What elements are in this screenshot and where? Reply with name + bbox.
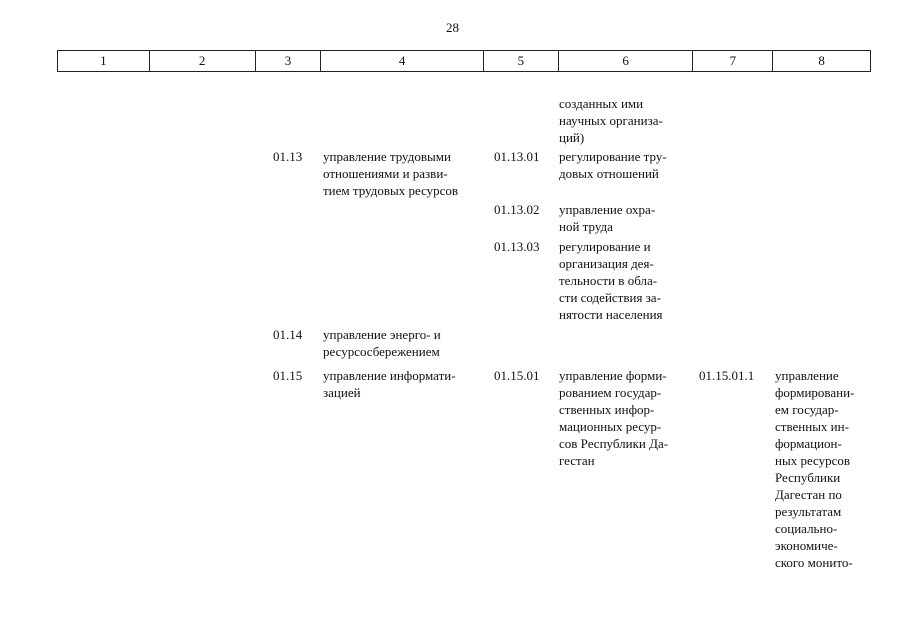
cell-text-line: регулирование и xyxy=(559,239,651,254)
column-header-4: 4 xyxy=(321,51,484,71)
cell-text-line: Республики xyxy=(775,470,841,485)
cell-text-line: гестан xyxy=(559,453,595,468)
cell-text-line: управление энерго- и xyxy=(323,327,441,342)
cell-text-line: управление форми- xyxy=(559,368,667,383)
table-cell-c5 xyxy=(494,367,540,384)
table-cell-c3 xyxy=(273,367,302,384)
cell-text-line: ственных ин- xyxy=(775,419,849,434)
table-cell-c5 xyxy=(494,148,540,165)
cell-text-line: ем государ- xyxy=(775,402,839,417)
cell-text-line: зацией xyxy=(323,385,361,400)
cell-text-line: 01.14 xyxy=(273,327,303,342)
cell-text-line: мационных ресур- xyxy=(559,419,662,434)
cell-text-line: 01.15.01.1 xyxy=(699,368,755,383)
column-header-8: 8 xyxy=(818,53,825,68)
cell-text-line: 01.13.03 xyxy=(494,239,540,254)
table-cell-c3 xyxy=(273,326,302,343)
cell-text-line: 01.15 xyxy=(273,368,303,383)
column-header-1: 1 xyxy=(58,51,150,71)
table-cell-c6 xyxy=(559,148,667,182)
table-cell-c7 xyxy=(699,367,754,384)
table-cell-c6 xyxy=(559,95,663,146)
table-header xyxy=(57,50,871,72)
table-cell-c6 xyxy=(559,201,655,235)
cell-text-line: управление трудовыми xyxy=(323,149,451,164)
cell-text-line: формацион- xyxy=(775,436,842,451)
cell-text-line: 01.15.01 xyxy=(494,368,540,383)
cell-text-line: ресурсосбережением xyxy=(323,344,440,359)
cell-text-line: формировани- xyxy=(775,385,855,400)
cell-text-line: Дагестан по xyxy=(775,487,842,502)
column-header-7: 7 xyxy=(693,51,773,71)
column-header-6: 6 xyxy=(559,51,694,71)
cell-text-line: сов Республики Да- xyxy=(559,436,669,451)
table-cell-c5 xyxy=(494,238,540,255)
table-cell-c4 xyxy=(323,326,441,360)
cell-text-line: управление информати- xyxy=(323,368,456,383)
table-cell-c8 xyxy=(775,367,854,571)
cell-text-line: нятости населения xyxy=(559,307,663,322)
cell-text-line: научных организа- xyxy=(559,113,663,128)
cell-text-line: ных ресурсов xyxy=(775,453,851,468)
cell-text-line: сти содействия за- xyxy=(559,290,661,305)
column-header-2: 2 xyxy=(150,51,256,71)
cell-text-line: результатам xyxy=(775,504,842,519)
cell-text-line: 01.13.02 xyxy=(494,202,540,217)
cell-text-line: 01.13.01 xyxy=(494,149,540,164)
table-cell-c4 xyxy=(323,367,456,401)
table-cell-c6 xyxy=(559,238,663,323)
table-cell-c3 xyxy=(273,148,302,165)
cell-text-line: организация дея- xyxy=(559,256,654,271)
cell-text-line: созданных ими xyxy=(559,96,644,111)
cell-text-line: 01.13 xyxy=(273,149,303,164)
cell-text-line: регулирование тру- xyxy=(559,149,667,164)
table-cell-c5 xyxy=(494,201,540,218)
cell-text-line: тельности в обла- xyxy=(559,273,658,288)
cell-text-line: довых отношений xyxy=(559,166,659,181)
column-header-5: 5 xyxy=(484,51,559,71)
cell-text-line: ной труда xyxy=(559,219,613,234)
cell-text-line: ского монито- xyxy=(775,555,853,570)
cell-text-line: отношениями и разви- xyxy=(323,166,448,181)
page-number: 28 xyxy=(446,20,459,35)
table-cell-c4 xyxy=(323,148,458,199)
cell-text-line: ственных инфор- xyxy=(559,402,655,417)
cell-text-line: рованием государ- xyxy=(559,385,662,400)
cell-text-line: ций) xyxy=(559,130,585,145)
cell-text-line: тием трудовых ресурсов xyxy=(323,183,459,198)
table-cell-c6 xyxy=(559,367,668,469)
cell-text-line: управление охра- xyxy=(559,202,656,217)
cell-text-line: социально- xyxy=(775,521,838,536)
cell-text-line: экономиче- xyxy=(775,538,838,553)
column-header-3: 3 xyxy=(256,51,322,71)
cell-text-line: управление xyxy=(775,368,839,383)
